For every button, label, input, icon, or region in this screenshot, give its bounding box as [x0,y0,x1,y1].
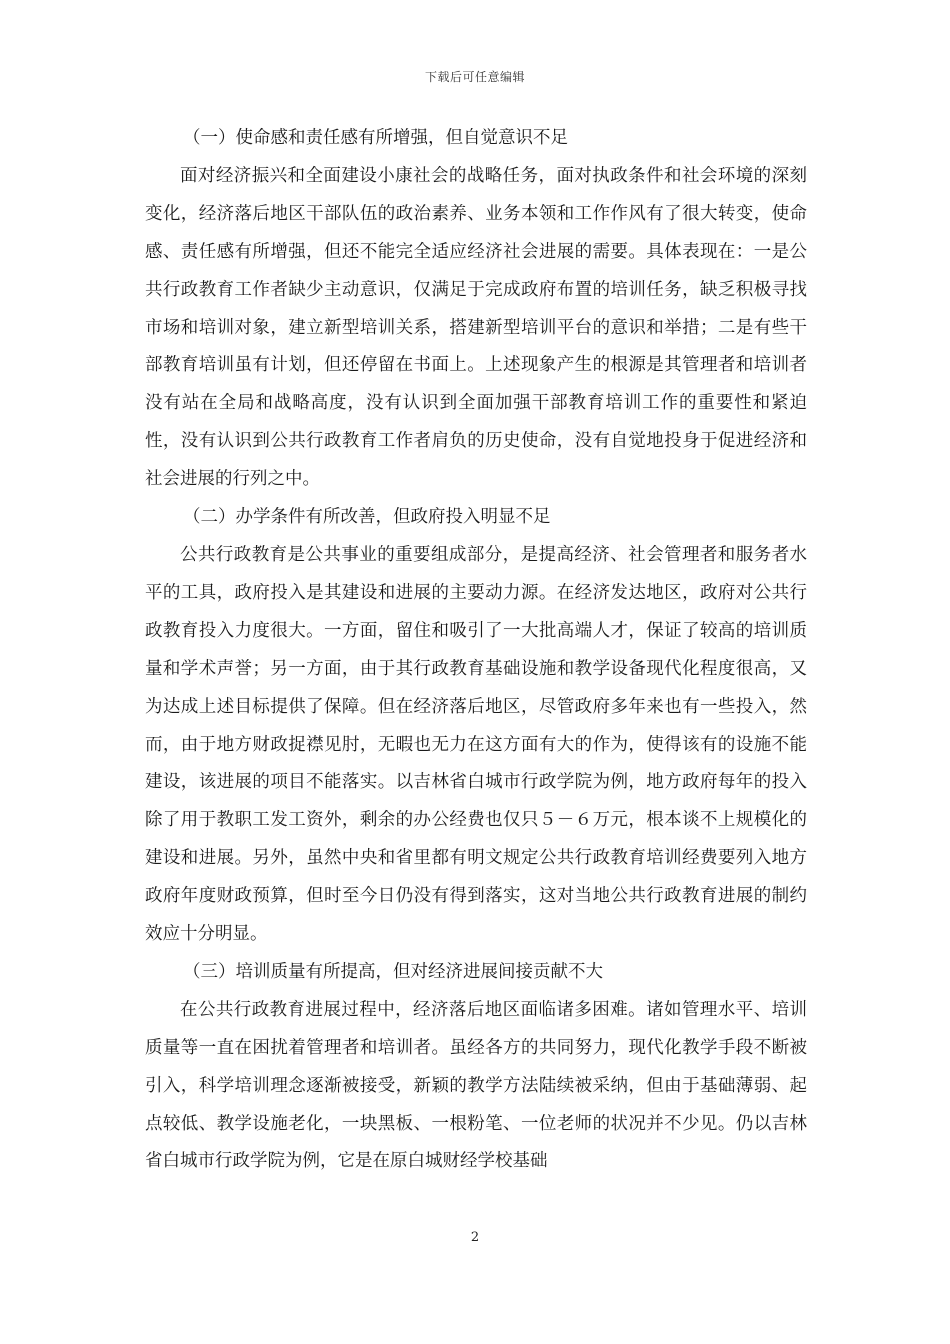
document-body [145,120,807,1181]
section-3-paragraph: 在公共行政教育进展过程中，经济落后地区面临诸多困难。诸如管理水平、培训质量等一直在困扰着管理者和培训者。虽经各方的共同努力，现代化教学手段不断被引入，科学培训理念逐渐被接受，新颖的教学方法陆续被采纳，但由于基础薄弱、起点较低、教学设施老化，一块黑板、一根粉笔、一位老师的状况并不少见。仍以吉林省白城市行政学院为例，它是在原白城财经学校基础 [145,999,807,1172]
section-2-paragraph: 公共行政教育是公共事业的重要组成部分，是提高经济、社会管理者和服务者水平的工具，政府投入是其建设和进展的主要动力源。在经济发达地区，政府对公共行政教育投入力度很大。一方面，留住和吸引了一大批高端人才，保证了较高的培训质量和学术声誉；另一方面，由于其行政教育基础设施和教学设备现代化程度很高，又为达成上述目标提供了保障。但在经济落后地区，尽管政府多年来也有一些投入，然而，由于地方财政捉襟见肘，无暇也无力在这方面有大的作为，使得该有的设施不能建设，该进展的项目不能落实。以吉林省白城市行政学院为例，地方政府每年的投入除了用于教职工发工资外，剩余的办公经费也仅只５－６万元，根本谈不上规模化的建设和进展。另外，虽然中央和省里都有明文规定公共行政教育培训经费要列入地方政府年度财政预算，但时至今日仍没有得到落实，这对当地公共行政教育进展的制约效应十分明显。 [145,544,807,945]
page-number: 2 [470,1230,480,1245]
section-2-heading: （二）办学条件有所改善，但政府投入明显不足 [183,507,551,528]
section-1-heading: （一）使命感和责任感有所增强，但自觉意识不足 [183,128,568,148]
section-1-paragraph: 面对经济振兴和全面建设小康社会的战略任务，面对执政条件和社会环境的深刻变化，经济落后地区干部队伍的政治素养、业务本领和工作作风有了很大转变，使命感、责任感有所增强，但还不能完全适应经济社会进展的需要。具体表现在：一是公共行政教育工作者缺少主动意识，仅满足于完成政府布置的培训任务，缺乏积极寻找市场和培训对象，建立新型培训关系，搭建新型培训平台的意识和举措；二是有些干部教育培训虽有计划，但还停留在书面上。上述现象产生的根源是其管理者和培训者没有站在全局和战略高度，没有认识到全面加强干部教育培训工作的重要性和紧迫性，没有认识到公共行政教育工作者肩负的历史使命，没有自觉地投身于促进经济和社会进展的行列之中。 [145,165,807,490]
section-3-heading: （三）培训质量有所提高，但对经济进展间接贡献不大 [183,961,603,982]
page-header-note: 下载后可任意编辑 [424,70,525,84]
